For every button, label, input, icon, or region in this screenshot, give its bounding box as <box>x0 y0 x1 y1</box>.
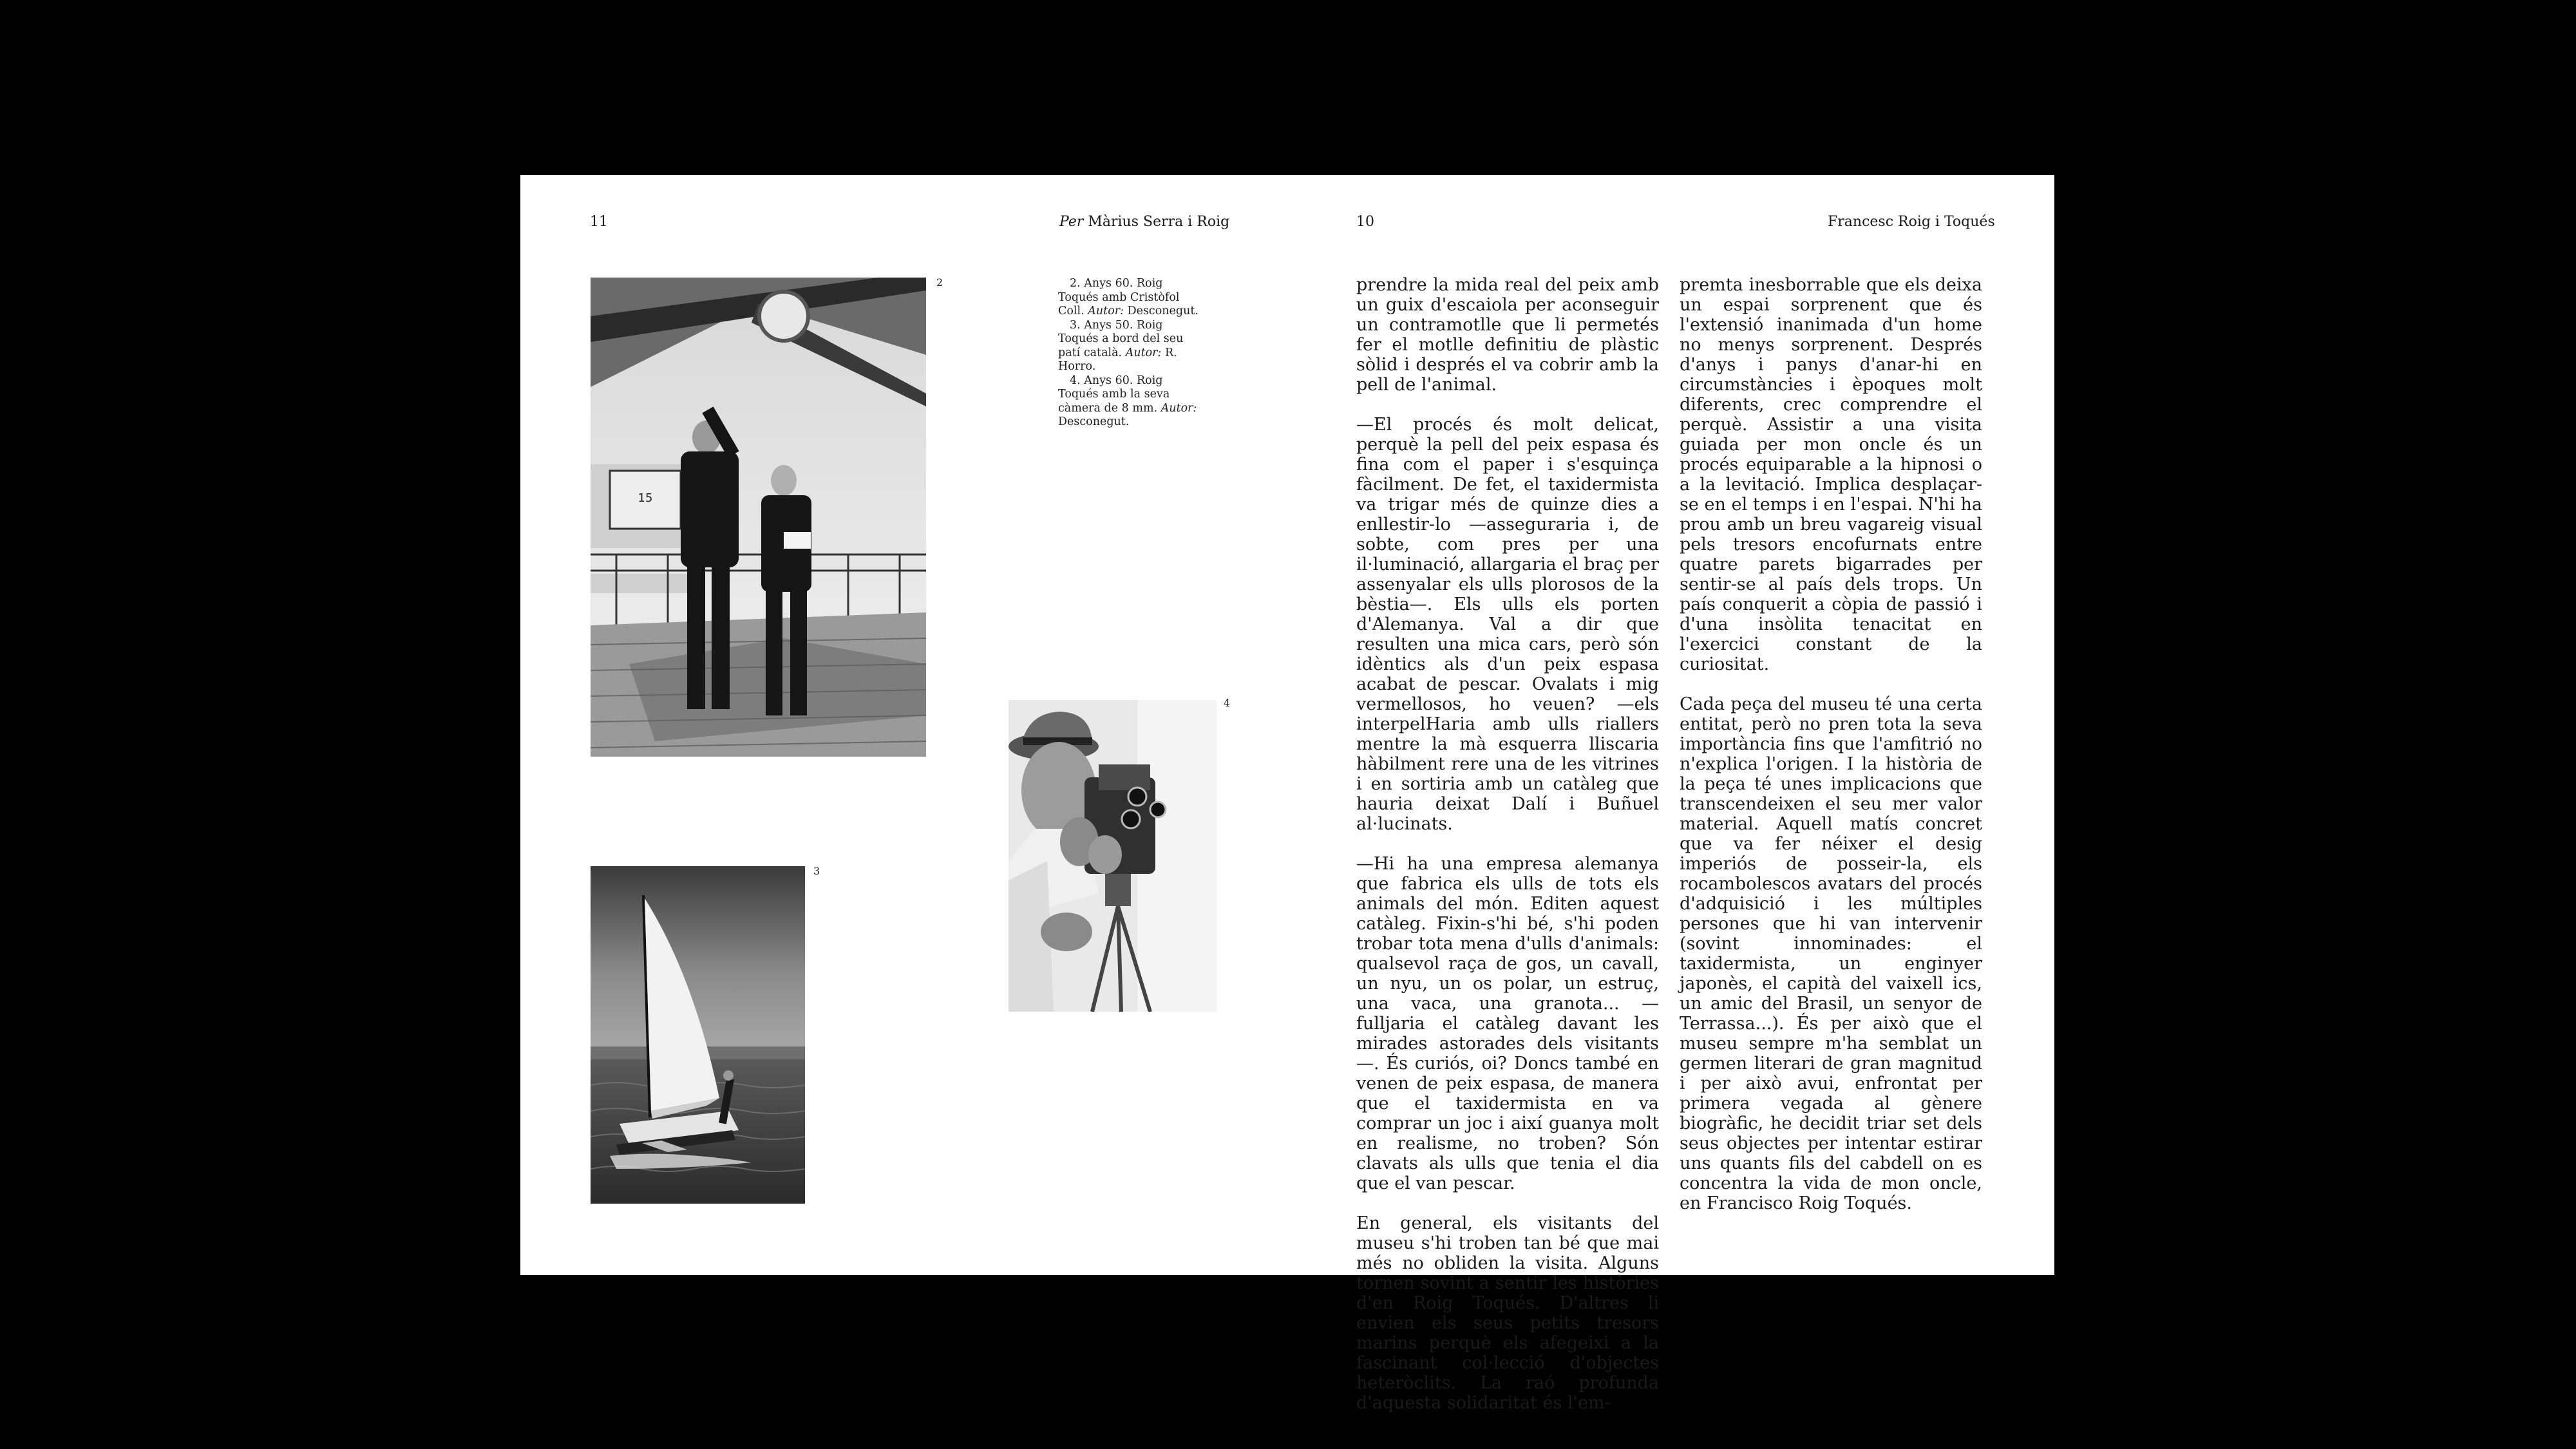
right-page-number: 10 <box>1356 214 1374 230</box>
caption-3: 3. Anys 50. Roig Toqués a bord del seu patí català. Autor: R. Horro. <box>1058 318 1184 373</box>
paragraph: En general, els visitants del museu s'hi troben tan bé que mai més no obliden la visita. Alguns tornen sovint a sentir les històries d'en Roig Toqués. D'altres li envien els seus petits tresors marins perquè els afegeixi a la fascinant col·lecció d'objectes heteròclits. La raó profunda d'aquesta solidaritat és l'em- <box>1356 1213 1659 1413</box>
photo-man-camera <box>1009 700 1217 1012</box>
right-running-head: Francesc Roig i Toqués <box>1828 214 1995 230</box>
body-column-1 <box>1356 275 1659 1433</box>
running-head-author: Màrius Serra i Roig <box>1088 214 1230 230</box>
paragraph: Cada peça del museu té una certa entitat, però no pren tota la seva importància fins que l'amfitrió no n'explica l'origen. I la història de la peça té unes implicacions que transcendeixen el seu mer valor material. Aquell matís concret que va fer néixer el desig imperiós de posseir-la, els rocambolescos avatars del procés d'adquisició i les múltiples persones que hi van intervenir (sovint innominades: el taxidermista, un enginyer japonès, el capità del vaixell ics, un amic del Brasil, un senyor de Terrassa...). És per això que el museu sempre m'ha semblat un germen literari de gran magnitud i per això avui, enfrontat per primera vegada al gènere biogràfic, he decidit triar set dels seus objectes per intentar estirar uns quants fils del cabdell on es concentra la vida de mon oncle, en Francisco Roig Toqués. <box>1680 694 1982 1213</box>
caption-4: 4. Anys 60. Roig Toqués amb la seva càmera de 8 mm. Autor: Desconegut. <box>1058 374 1197 428</box>
paragraph: —El procés és molt delicat, perquè la pell del peix espasa és fina com el paper i s'esquinça fàcilment. De fet, el taxidermista va trigar més de quinze dies a enllestir-lo —asseguraria i, de sobte, com pres per una il·luminació, allargaria el braç per assenyalar els ulls plorosos de la bèstia—. Els ulls els porten d'Alemanya. Val a dir que resulten una mica cars, però són idèntics als d'un peix espasa acabat de pescar. Ovalats i mig vermellosos, ho veuen? —els interpelHaria amb ulls riallers mentre la mà esquerra lliscaria hàbilment rere una de les vitrines i en sortiria amb un catàleg que hauria deixat Dalí i Buñuel al·lucinats. <box>1356 415 1659 834</box>
body-column-2 <box>1680 275 1982 1233</box>
photo-man-camera-image <box>1009 700 1217 1012</box>
photo-sailboat <box>591 866 805 1204</box>
left-running-head <box>1059 213 1229 232</box>
figure-number-2: 2 <box>936 276 943 289</box>
svg-text:15: 15 <box>638 491 653 505</box>
book-spread <box>520 175 2054 1413</box>
caption-2: 2. Anys 60. Roig Toqués amb Cristòfol Coll. Autor: Desconegut. <box>1058 277 1198 317</box>
photo-ship-deck <box>591 278 926 757</box>
paragraph: premta inesborrable que els deixa un espai sorprenent que és l'extensió inanimada d'un home no menys sorprenent. Després d'anys i panys d'anar-hi en circumstàncies i èpoques molt diferents, crec comprendre el perquè. Assistir a una visita guiada per mon oncle és un procés equiparable a la hipnosi o a la levitació. Implica desplaçar-se en el temps i en l'espai. N'hi ha prou amb un breu vagareig visual pels tresors encofurnats entre quatre parets bigarrades per sentir-se al país dels trops. Un país conquerit a còpia de passió i d'una insòlita tenacitat en l'exercici constant de la curiositat. <box>1680 275 1982 674</box>
figure-number-3: 3 <box>813 865 820 877</box>
paragraph: prendre la mida real del peix amb un guix d'escaiola per aconseguir un contramotlle que li permetés fer el motlle definitiu de plàstic sòlid i després el va cobrir amb la pell de l'animal. <box>1356 275 1659 395</box>
paragraph: —Hi ha una empresa alemanya que fabrica els ulls de tots els animals del món. Editen aquest catàleg. Fixin-s'hi bé, s'hi poden trobar tota mena d'ulls d'animals: qualsevol raça de gos, un cavall, un nyu, un os polar, un estruç, una vaca, una granota... —fulljaria el catàleg davant les mirades astorades dels visitants—. És curiós, oi? Doncs també en venen de peix espasa, de manera que el taxidermista en va comprar un joc i així guanya molt en realisme, no troben? Són clavats als ulls que tenia el dia que el van pescar. <box>1356 854 1659 1193</box>
photo-captions <box>1058 277 1206 430</box>
photo-ship-deck-image <box>591 278 926 757</box>
figure-number-4: 4 <box>1224 697 1231 709</box>
left-page-number: 11 <box>590 214 608 230</box>
photo-sailboat-image <box>591 866 805 1204</box>
running-head-prefix: Per <box>1059 214 1084 230</box>
